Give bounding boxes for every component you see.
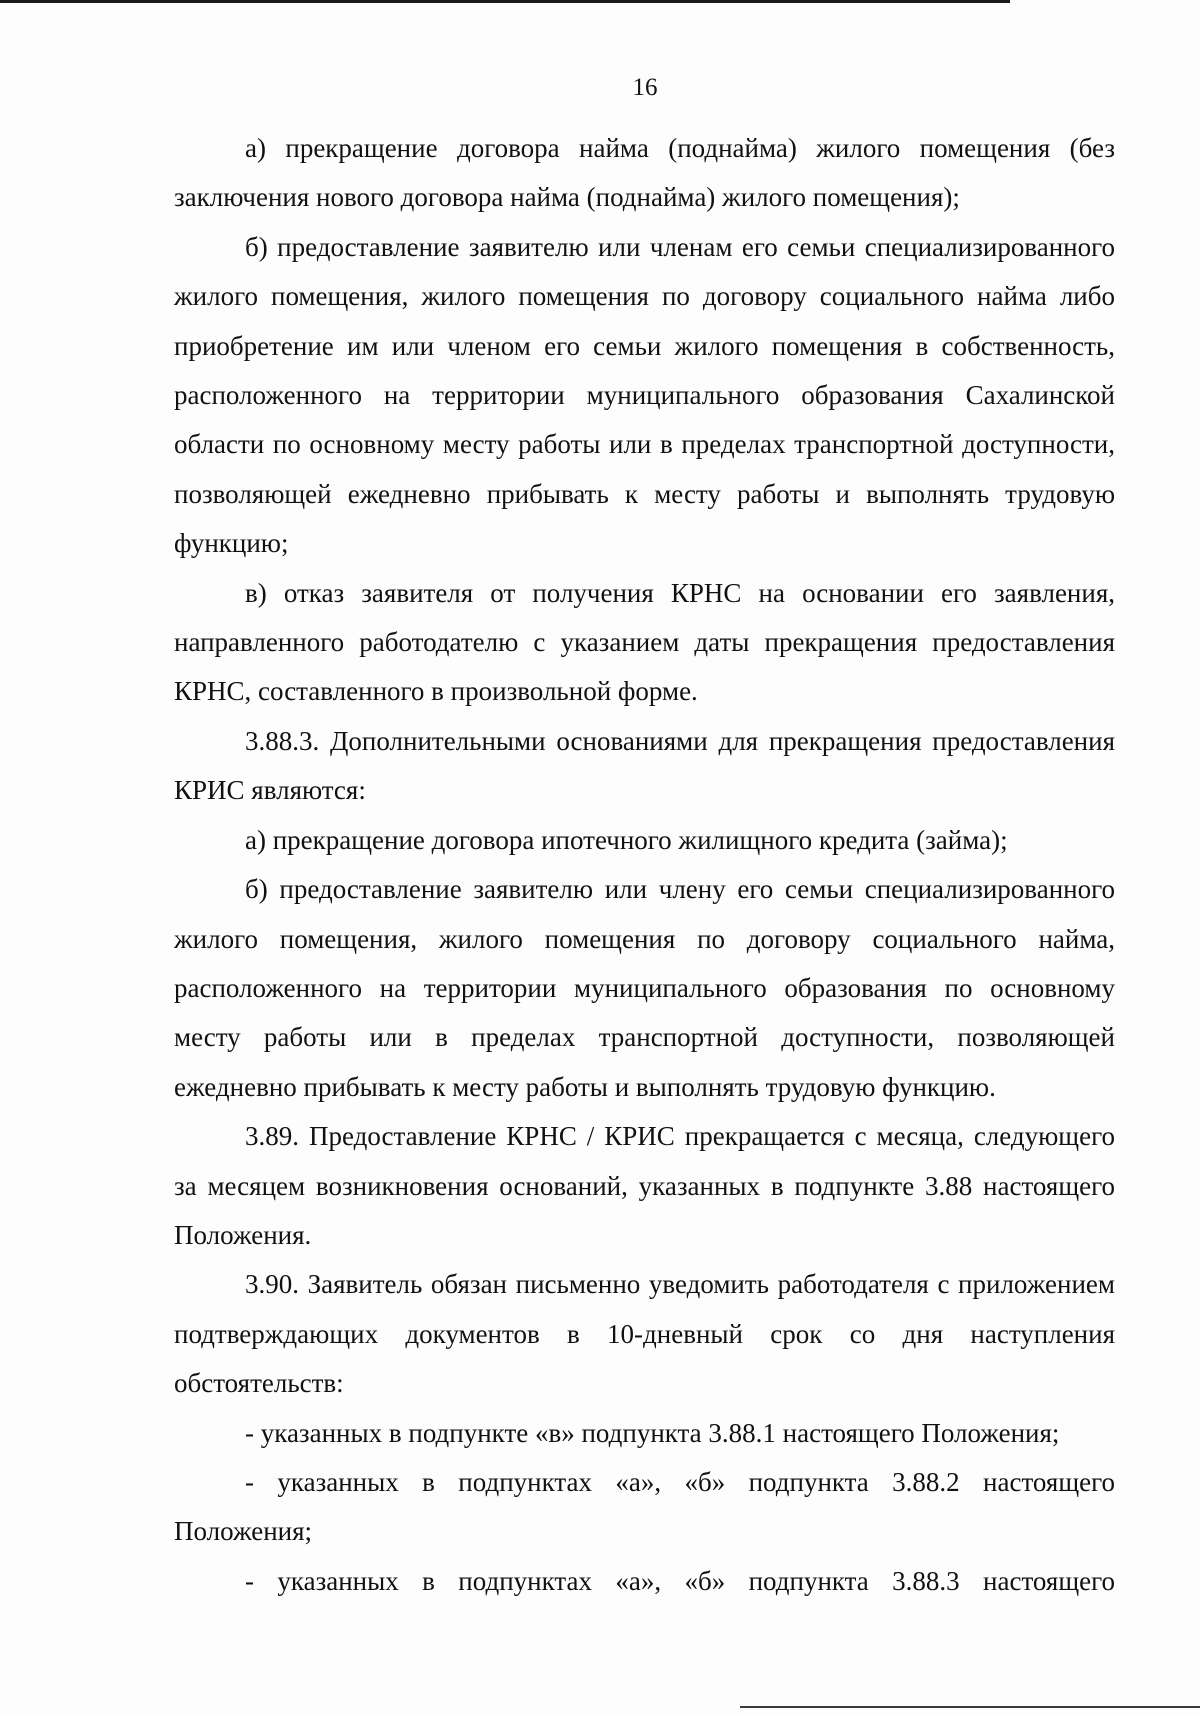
paragraph-3-89: 3.89. Предоставление КРНС / КРИС прекращается с месяца, следующего за месяцем возникновения оснований, указанных в подпункте 3.88 настоящего Положения.	[174, 1121, 1115, 1250]
document-body	[174, 124, 1115, 1606]
list-item-3-88-3: - указанных в подпунктах «а», «б» подпункта 3.88.3 настоящего	[245, 1565, 1115, 1596]
paragraph-v-refusal: в) отказ заявителя от получения КРНС на основании его заявления, направленного работодателю с указанием даты прекращения предоставления КРНС, составленного в произвольной форме.	[174, 577, 1115, 707]
paragraph-b-housing-provision: б) предоставление заявителю или членам его семьи специализированного жилого помещения, жилого помещения по договору социального найма либо приобретение им или членом его семьи жилого помещения в собственность, расположенного на территории муниципального образования Сахалинской области по основному месту работы или в пределах транспортной доступности, позволяющей ежедневно прибывать к месту работы и выполнять трудовую функцию;	[174, 231, 1115, 559]
paragraph-a-lease-termination: а) прекращение договора найма (поднайма) жилого помещения (без заключения нового договора найма (поднайма) жилого помещения);	[174, 133, 1115, 213]
paragraph-b-specialized-housing: б) предоставление заявителю или члену его семьи специализированного жилого помещения, жилого помещения по договору социального найма, расположенного на территории муниципального образования по основному месту работы или в пределах транспортной доступности, позволяющей ежедневно прибывать к месту работы и выполнять трудовую функцию.	[174, 874, 1115, 1102]
top-scan-edge	[0, 0, 1010, 3]
list-item-3-88-1: - указанных в подпункте «в» подпункта 3.88.1 настоящего Положения;	[245, 1417, 1060, 1448]
paragraph-a-mortgage: а) прекращение договора ипотечного жилищного кредита (займа);	[245, 824, 1008, 855]
paragraph-3-88-3: 3.88.3. Дополнительными основаниями для прекращения предоставления КРИС являются:	[174, 725, 1115, 806]
list-item-3-88-2: - указанных в подпунктах «а», «б» подпункта 3.88.2 настоящего Положения;	[174, 1466, 1115, 1547]
page-number: 16	[632, 74, 658, 101]
bottom-scan-edge	[740, 1706, 1200, 1708]
paragraph-3-90: 3.90. Заявитель обязан письменно уведомить работодателя с приложением подтверждающих документов в 10-дневный срок со дня наступления обстоятельств:	[174, 1269, 1115, 1399]
